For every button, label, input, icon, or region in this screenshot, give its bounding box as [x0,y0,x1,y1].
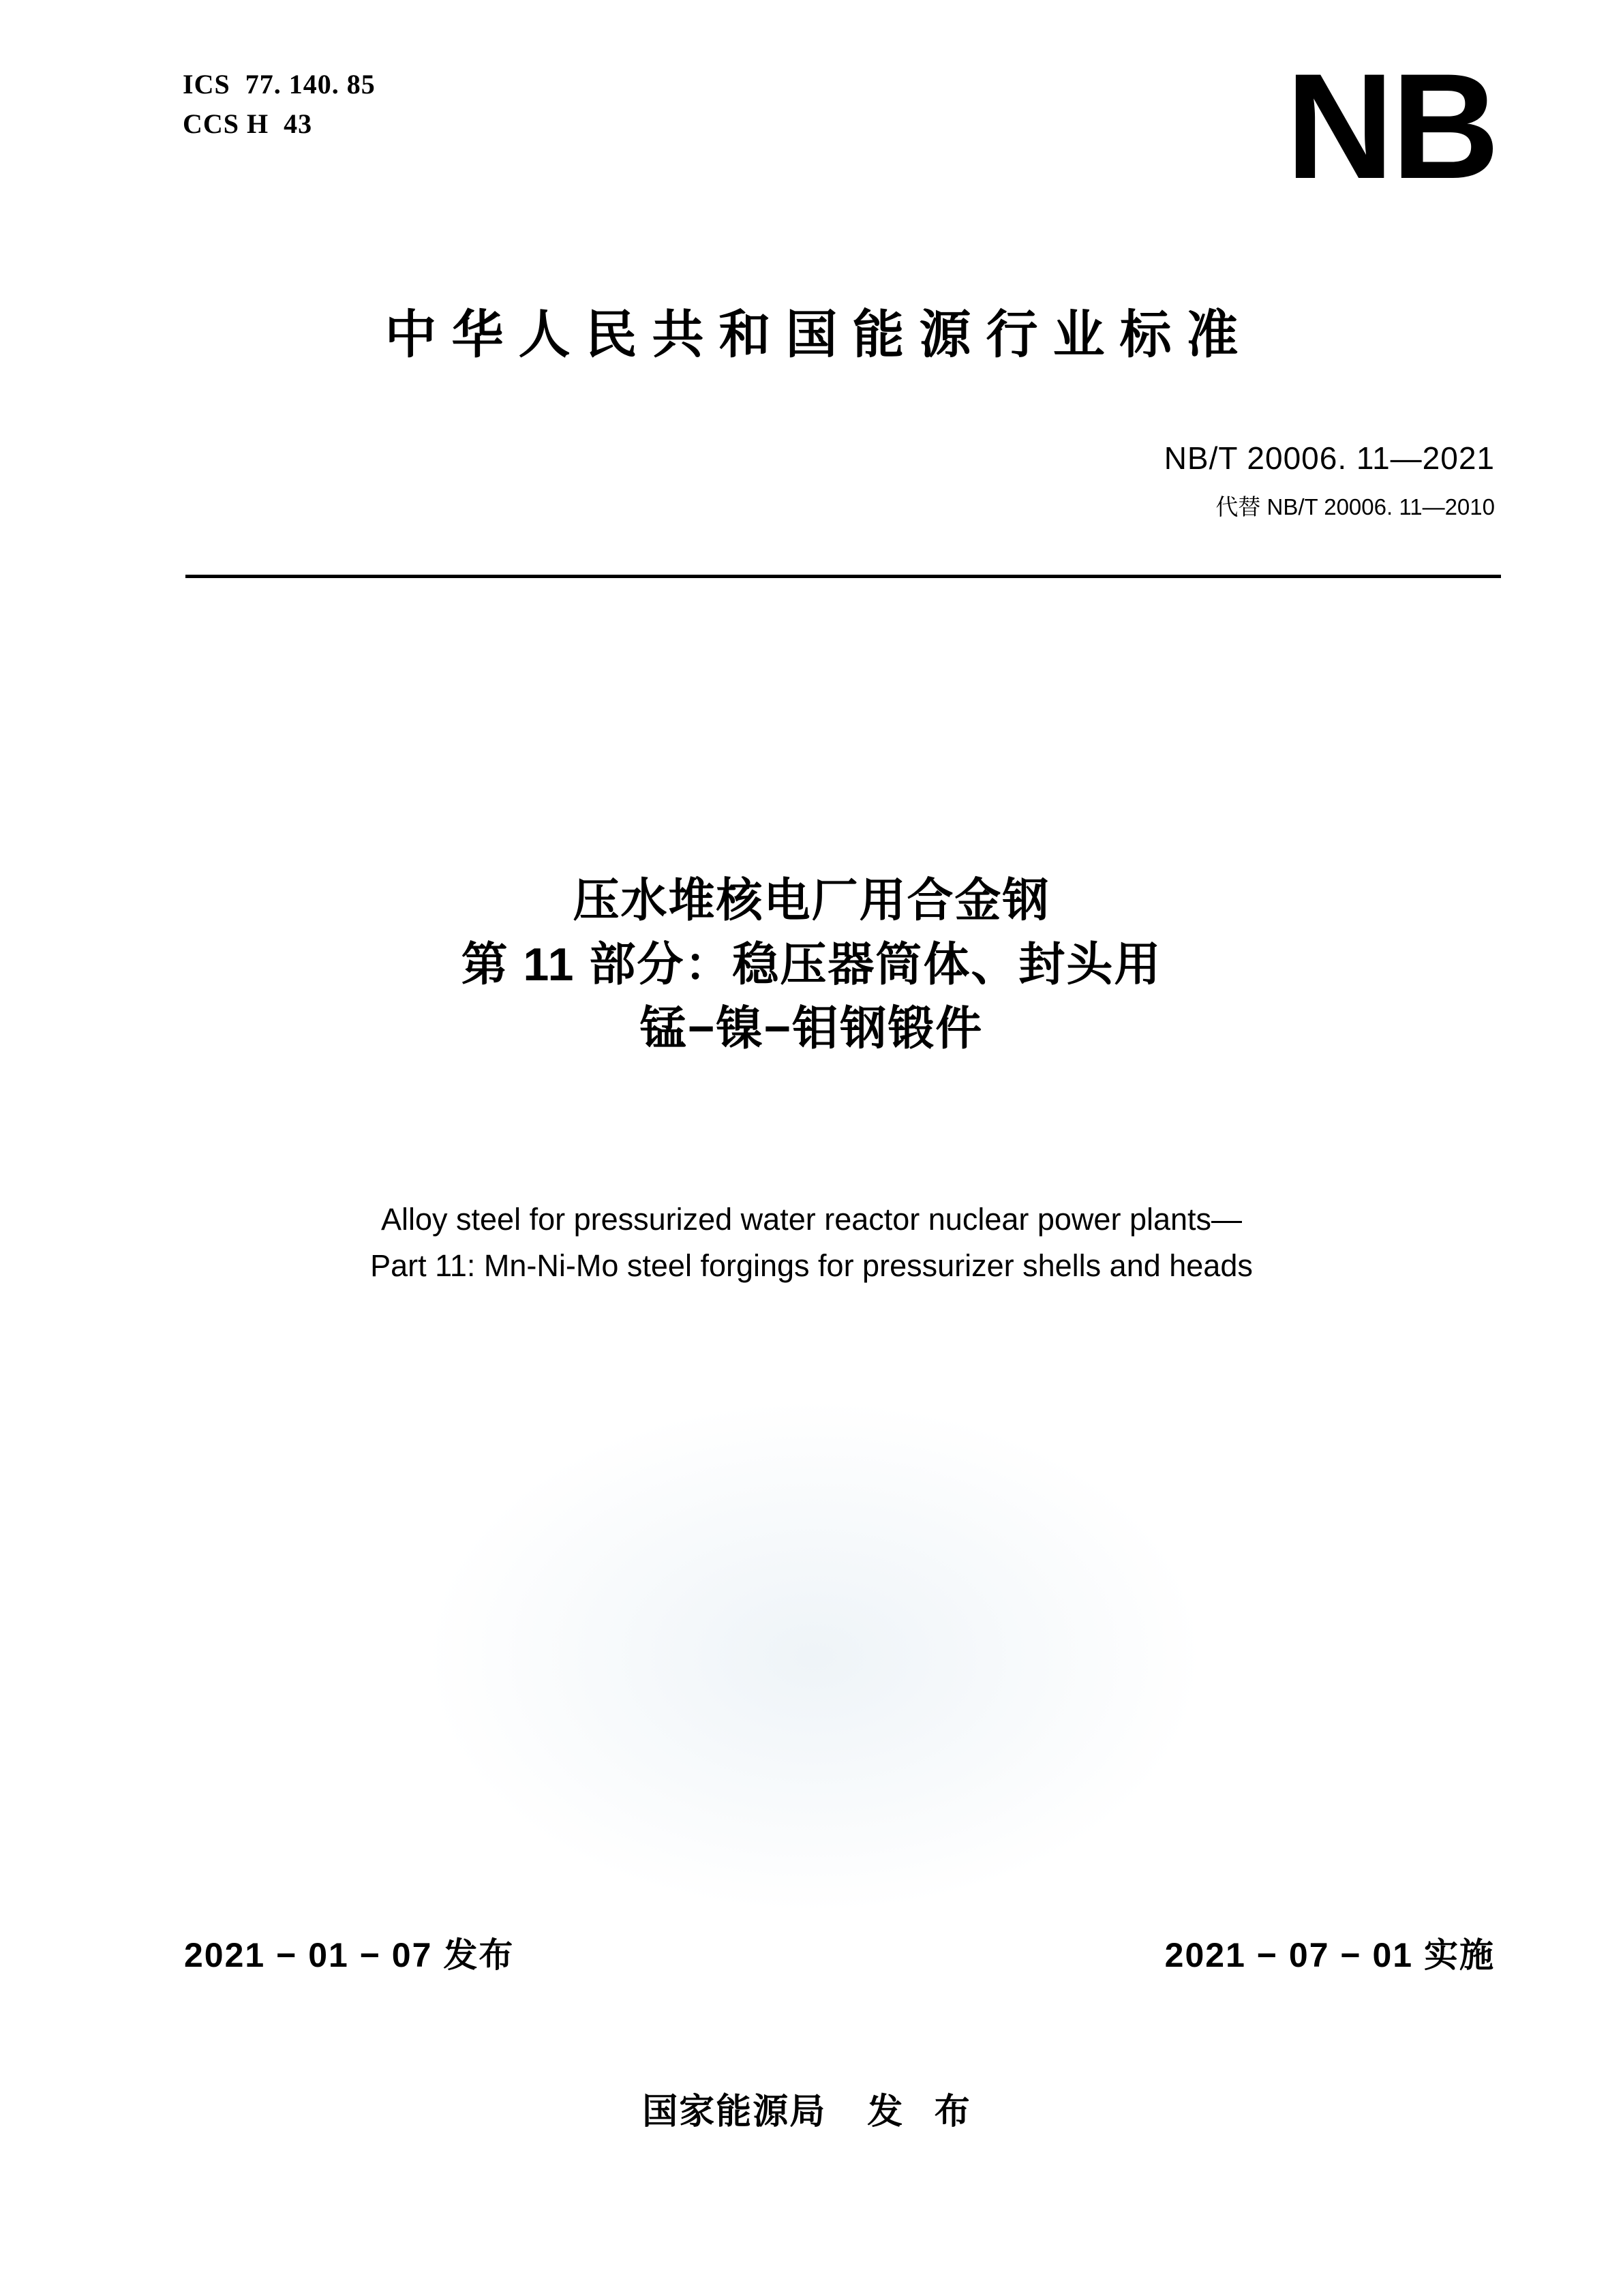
title-cn-line-3: 锰−镍−钼钢锻件 [639,1002,984,1055]
effective-date: 2021 − 07 − 01 实施 [1164,1936,1495,1974]
issuing-authority-title: 中华人民共和国能源行业标准 [384,306,1254,364]
ics-code: ICS 77. 140. 85 [183,69,376,100]
replaced-standard-number: 代替 NB/T 20006. 11—2010 [1215,494,1495,519]
classification-codes [183,65,376,144]
title-cn-line-1: 压水堆核电厂用合金钢 [573,875,1050,926]
title-en-line-1: Alloy steel for pressurized water reactor nuclear power plants— [380,1202,1243,1237]
issue-date: 2021 − 01 − 07 发布 [184,1936,515,1974]
standard-number: NB/T 20006. 11—2021 [1164,440,1495,476]
nb-logo: NB [1286,42,1497,210]
issuer-name: 国家能源局 [642,2092,827,2132]
title-en-line-2: Part 11: Mn-Ni-Mo steel forgings for pressurizer shells and heads [370,1248,1253,1283]
ccs-code: CCS H 43 [183,108,313,139]
horizontal-divider [185,575,1501,578]
issuer-line [0,2083,1623,2134]
background-tint [423,1398,1207,1916]
title-cn-line-2: 第 11 部分：稳压器筒体、封头用 [461,938,1162,991]
page-title-english [0,1196,1623,1288]
issuer-action: 发 布 [867,2092,981,2132]
page-title-chinese [0,869,1623,1061]
